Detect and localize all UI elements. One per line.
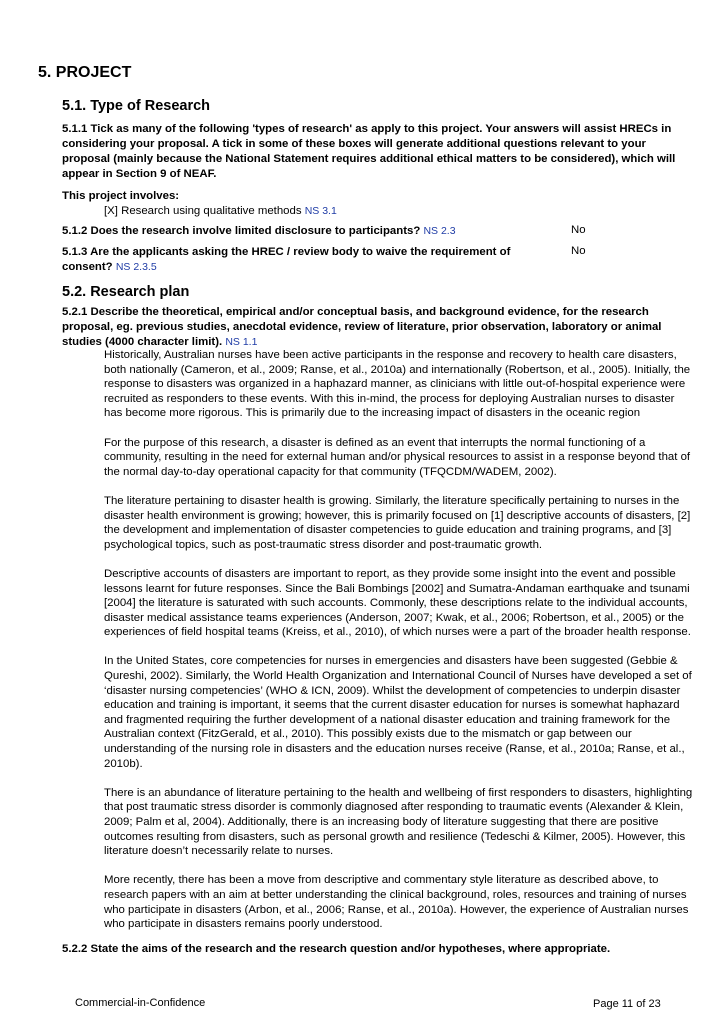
research-plan-body	[104, 348, 694, 946]
question-5-1-3-line2	[62, 260, 510, 275]
involves-item-text: [X] Research using qualitative methods	[104, 205, 302, 217]
question-5-2-1	[62, 305, 692, 350]
answer-5-1-2: No	[571, 224, 586, 236]
paragraph-3: The literature pertaining to disaster health is growing. Similarly, the literature specifically pertaining to nurses in the disaster health environment is growing; however, this is primarily focused on [1] descriptive accounts of disasters, [2] the development and implementation of disaster competencies to guide education and training programs, and [3] psychological topics, such as post-traumatic stress disorder and post-traumatic growth.	[104, 494, 691, 551]
paragraph-7: More recently, there has been a move from descriptive and commentary style literature as described above, to research papers with an aim at better understanding the clinical background, roles, resources and training of nurses who participate in disasters (Arbon, et al., 2006; Ranse, et al., 2010a). However, the experience of Australian nurses who participate in disasters remains poorly understood.	[104, 874, 689, 931]
paragraph-4: Descriptive accounts of disasters are important to report, as they provide some insight into the event and possible lessons learnt for future responses. Since the Bali Bombings [2002] and Sumatra-Andaman earthquake and tsunami [2004] the literature is saturated with such accounts. Commonly, these descriptions relate to the individual accounts, disaster medical assistance teams experiences (Anderson, 2007; Kwak, et al., 2006; Robertson, et al., 2005) or the experiences of field hospital teams (Kreiss, et al., 2010), of which nurses were a part of the broader health response.	[104, 567, 691, 639]
question-5-1-3-consent: consent?	[62, 261, 113, 273]
heading-research-plan: 5.2. Research plan	[62, 284, 190, 300]
question-5-1-1: 5.1.1 Tick as many of the following 'types of research' as apply to this project. Your answers will assist HRECs in considering your proposal. A tick in some of these boxes will generate additional questions relevant to your proposal (mainly because the National Statement requires additional ethical matters to be considered), which will appear in Section 9 of NEAF.	[62, 123, 676, 180]
heading-type-of-research: 5.1. Type of Research	[62, 98, 211, 114]
paragraph-5: In the United States, core competencies for nurses in emergencies and disasters have been suggested (Gebbie & Qureshi, 2002). Similarly, the World Health Organization and International Council of Nurses have developed a set of ‘disaster nursing competencies’ (WHO & ICN, 2009). Whilst the development of competencies to underpin disaster education and training is important, it seems that the current disaster education for nurses is somewhat haphazard and fragmented requiring the further development of a national disaster education and training framework for the Australian context (FitzGerald, et al., 2010). This possibly exists due to the mismatch or gap between our understanding of the nursing role in disasters and the education nurses receive (Ranse, et al., 2010a; Ranse, et al., 2010b).	[104, 655, 692, 770]
footer-page-number: Page 11 of 23	[593, 998, 661, 1010]
question-5-1-2-text: 5.1.2 Does the research involve limited disclosure to participants?	[62, 225, 421, 237]
section-title: 5. PROJECT	[38, 64, 132, 81]
question-5-2-2: 5.2.2 State the aims of the research and the research question and/or hypotheses, where appropriate.	[62, 943, 611, 955]
project-involves-label: This project involves:	[62, 190, 180, 202]
project-involves-item	[104, 204, 337, 219]
ns-reference-3-1: NS 3.1	[304, 205, 337, 217]
paragraph-6: There is an abundance of literature pertaining to the health and wellbeing of first responders to disasters, highlighting that post traumatic stress disorder is commonly diagnosed after responding to traumatic events (Alexander & Klein, 2009; Palm et al, 2004). Additionally, there is an increasing body of literature suggesting that there are positive outcomes resulting from disasters, such as personal growth and resilience (Tedeschi & Kilmer, 2005). However, this literature doesn’t necessarily relate to nurses.	[104, 786, 693, 858]
question-5-2-1-text: 5.2.1 Describe the theoretical, empirical and/or conceptual basis, and background evidence, for the research proposal, eg. previous studies, anecdotal evidence, review of literature, prior observation, laboratory or animal studies (4000 character limit).	[62, 306, 662, 348]
ns-reference-2-3: NS 2.3	[423, 225, 456, 237]
answer-5-1-3: No	[571, 245, 586, 257]
footer-confidentiality: Commercial-in-Confidence	[75, 997, 206, 1009]
question-5-1-3-line1: 5.1.3 Are the applicants asking the HREC / review body to waive the requirement of	[62, 246, 511, 258]
paragraph-1: Historically, Australian nurses have been active participants in the response and recovery to health care disasters, both nationally (Cameron, et al., 2009; Ranse, et al., 2010a) and internationally (Robertson, et al., 2005). Initially, the response to disasters was organized in a haphazard manner, as clinicians with little out-of-hospital experience were recruited as responders to these events. With this in-mind, the process for deploying Australian nurses to disaster has become more rigorous. This is primarily due to the increasing impact of disasters in the oceanic region	[104, 349, 691, 420]
question-5-1-2	[62, 224, 456, 239]
paragraph-2: For the purpose of this research, a disaster is defined as an event that interrupts the normal functioning of a community, resulting in the need for external human and/or physical resources to assist in a response beyond that of the normal day-to-day operational capacity for that community (TFQCDM/WADEM, 2002).	[104, 436, 691, 478]
ns-reference-2-3-5: NS 2.3.5	[115, 261, 157, 273]
ns-reference-1-1: NS 1.1	[225, 336, 258, 348]
question-5-1-3	[62, 245, 510, 275]
